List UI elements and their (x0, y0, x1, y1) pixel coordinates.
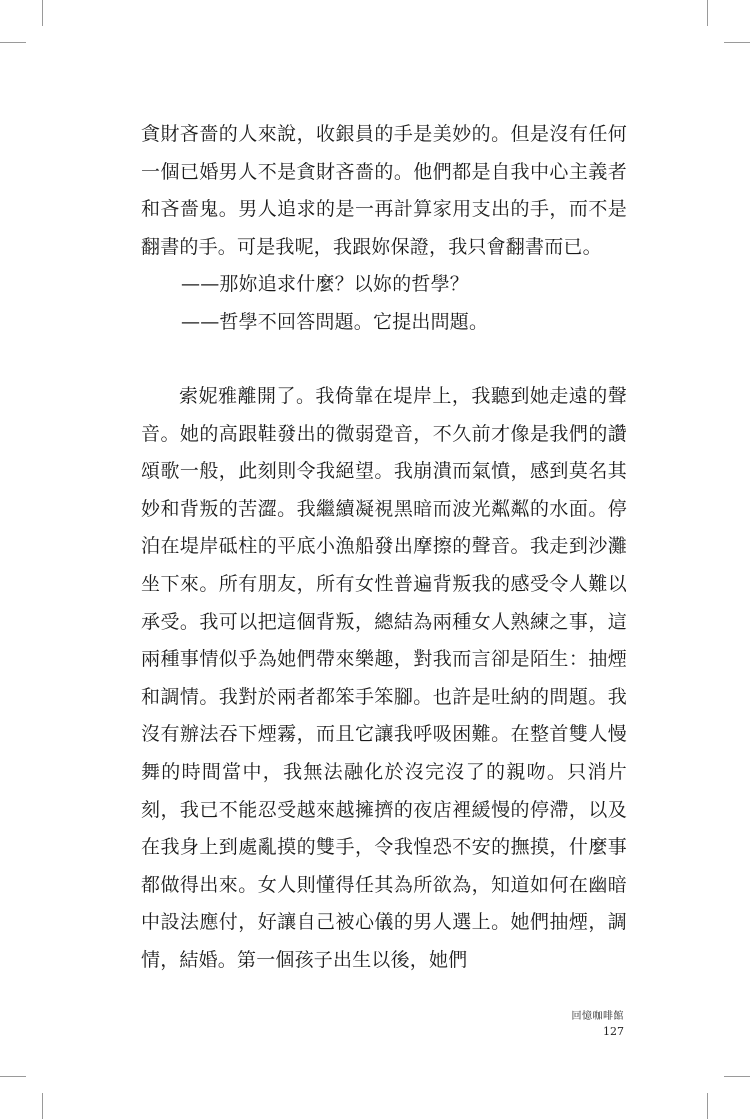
crop-mark (42, 0, 43, 26)
body-text-bottom (141, 378, 627, 980)
dialogue-line: ——哲學不回答問題。它提出問題。 (181, 310, 489, 333)
crop-mark (724, 42, 750, 43)
crop-mark (0, 42, 26, 43)
dialogue-line: ——那妳追求什麼？以妳的哲學？ (181, 273, 470, 296)
crop-mark (0, 1076, 26, 1077)
paragraph: 貪財吝嗇的人來說，收銀員的手是美妙的。但是沒有任何一個已婚男人不是貪財吝嗇的。他們都是自我中心主義者和吝嗇鬼。男人追求的是一再計算家用支出的手，而不是翻書的手。可是我呢，我跟妳保證，我只會翻書而已。 (141, 123, 627, 258)
page-number: 127 (603, 1025, 624, 1038)
paragraph: 索妮雅離開了。我倚靠在堤岸上，我聽到她走遠的聲音。她的高跟鞋發出的微弱跫音，不久前才像是我們的讚頌歌一般，此刻則令我絕望。我崩潰而氣憤，感到莫名其妙和背叛的苦澀。我繼續凝視黑暗而波光粼粼的水面。停泊在堤岸砥柱的平底小漁船發出摩擦的聲音。我走到沙灘坐下來。所有朋友，所有女性普遍背叛我的感受令人難以承受。我可以把這個背叛，總結為兩種女人熟練之事，這兩種事情似乎為她們帶來樂趣，對我而言卻是陌生：抽煙和調情。我對於兩者都笨手笨腳。也許是吐納的問題。我沒有辦法吞下煙霧，而且它讓我呼吸困難。在整首雙人慢舞的時間當中，我無法融化於沒完沒了的親吻。只消片刻，我已不能忍受越來越擁擠的夜店裡緩慢的停滯，以及在我身上到處亂摸的雙手，令我惶恐不安的撫摸，什麼事都做得出來。女人則懂得任其為所欲為，知道如何在幽暗中設法應付，好讓自己被心儀的男人選上。她們抽煙，調情，結婚。第一個孩子出生以後，她們 (141, 385, 627, 971)
crop-mark (707, 0, 708, 26)
running-head: 回憶咖啡館 (571, 1011, 624, 1022)
crop-mark (724, 1076, 750, 1077)
body-text-top (141, 116, 627, 342)
crop-mark (707, 1093, 708, 1119)
crop-mark (42, 1093, 43, 1119)
